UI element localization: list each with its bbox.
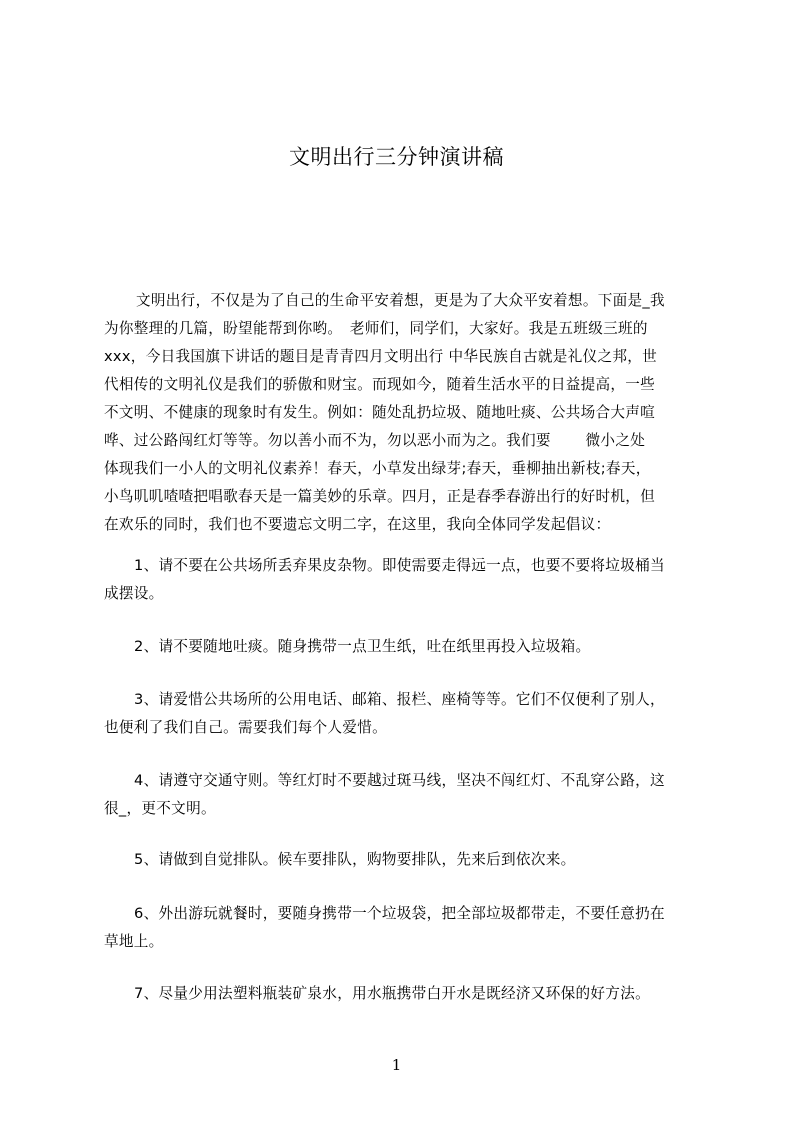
document-title: 文明出行三分钟演讲稿 <box>289 145 504 169</box>
proposal-item-3 <box>104 686 714 742</box>
intro-line: 小鸟叽叽喳喳把唱歌春天是一篇美妙的乐章。四月，正是春季春游出行的好时机，但 <box>104 488 656 505</box>
proposal-item-5 <box>104 846 714 874</box>
intro-line: xxx，今日我国旗下讲话的题目是青青四月文明出行 中华民族自古就是礼仪之邦，世 <box>104 348 658 365</box>
intro-line: 体现我们一小人的文明礼仪素养！春天，小草发出绿芽;春天，垂柳抽出新枝;春天， <box>104 460 651 477</box>
proposal-item-4 <box>104 767 714 823</box>
proposal-item-line: 7、尽量少用法塑料瓶装矿泉水，用水瓶携带白开水是既经济又环保的好方法。 <box>134 985 650 1002</box>
intro-line: 不文明、不健康的现象时有发生。例如：随处乱扔垃圾、随地吐痰、公共场合大声喧 <box>104 404 656 421</box>
proposal-item-6 <box>104 900 714 956</box>
proposal-item-line: 3、请爱惜公共场所的公用电话、邮箱、报栏、座椅等等。它们不仅便利了别人， <box>134 691 665 708</box>
intro-line: 在欢乐的同时，我们也不要遗忘文明二字，在这里，我向全体同学发起倡议： <box>104 516 611 533</box>
proposal-item-line: 成摆设。 <box>104 585 164 602</box>
intro-line: 为你整理的几篇，盼望能帮到你哟。 老师们，同学们，大家好。我是五班级三班的 <box>104 320 648 337</box>
proposal-item-line: 草地上。 <box>104 933 164 950</box>
intro-paragraph <box>104 287 714 539</box>
proposal-item-7 <box>104 980 714 1008</box>
proposal-item-2 <box>104 633 714 661</box>
proposal-item-line: 6、外出游玩就餐时，要随身携带一个垃圾袋，把全部垃圾都带走，不要任意扔在 <box>134 905 665 922</box>
intro-line: 文明出行，不仅是为了自己的生命平安着想，更是为了大众平安着想。下面是_我 <box>136 292 665 309</box>
proposal-item-line: 也便利了我们自己。需要我们每个人爱惜。 <box>104 719 387 736</box>
proposal-item-1 <box>104 552 714 608</box>
intro-line: 哗、过公路闯红灯等等。勿以善小而不为，勿以恶小而为之。我们要 微小之处 <box>104 432 646 449</box>
proposal-item-line: 5、请做到自觉排队。候车要排队，购物要排队，先来后到依次来。 <box>134 851 576 868</box>
proposal-item-line: 4、请遵守交通守则。等红灯时不要越过斑马线，坚决不闯红灯、不乱穿公路，这 <box>134 772 665 789</box>
proposal-item-line: 1、请不要在公共场所丢弃果皮杂物。即使需要走得远一点，也要不要将垃圾桶当 <box>134 557 665 574</box>
intro-line: 代相传的文明礼仪是我们的骄傲和财宝。而现如今，随着生活水平的日益提高，一些 <box>104 376 656 393</box>
proposal-item-line: 2、请不要随地吐痰。随身携带一点卫生纸，吐在纸里再投入垃圾箱。 <box>134 638 591 655</box>
proposal-item-line: 很_，更不文明。 <box>104 800 216 817</box>
page-number: 1 <box>391 1056 402 1074</box>
